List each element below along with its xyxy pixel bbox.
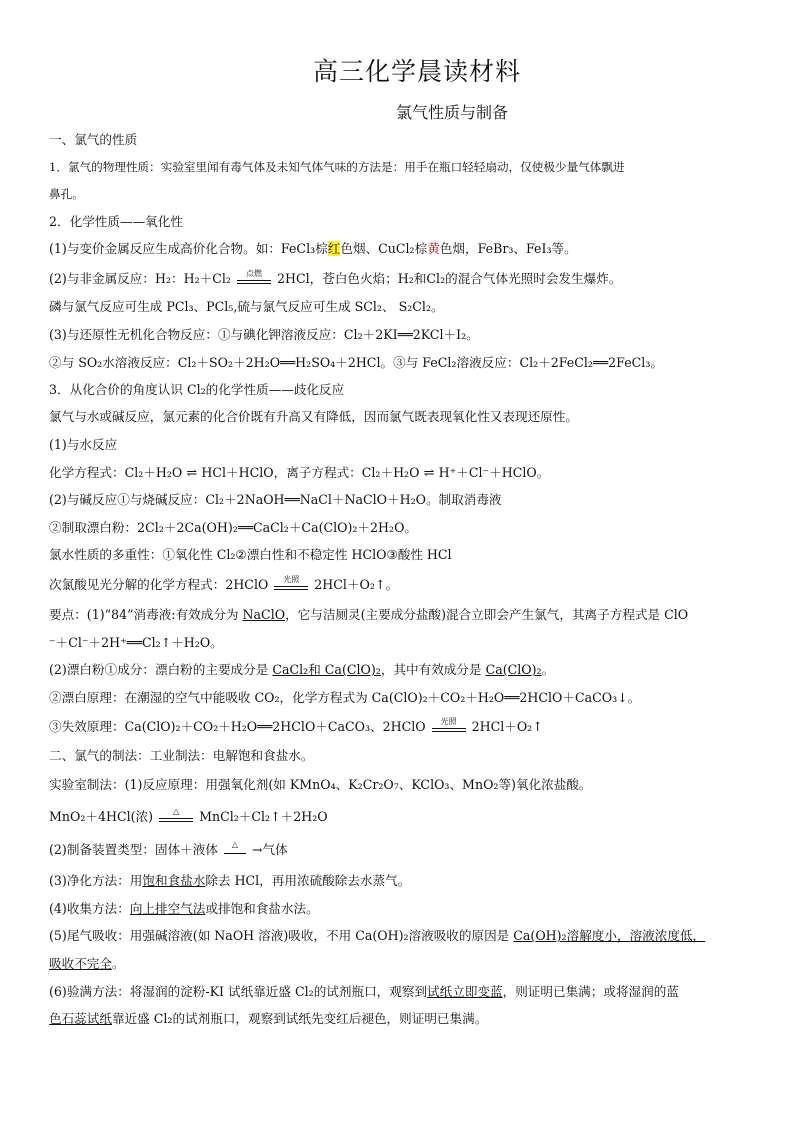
text-span: 或排饱和食盐水法。 bbox=[205, 901, 319, 916]
text-line bbox=[49, 927, 749, 945]
underlined-answer: Ca(ClO)₂ bbox=[485, 662, 542, 677]
text-line bbox=[49, 983, 749, 1001]
text-line bbox=[49, 900, 749, 918]
section-heading-properties: 一、氯气的性质 bbox=[49, 132, 138, 147]
text-line bbox=[49, 576, 749, 594]
reaction-condition-arrow bbox=[159, 806, 193, 825]
text-span: (1)与变价金属反应生成高价化合物。如：FeCl₃棕 bbox=[49, 241, 328, 256]
underlined-answer: 吸收不完全 bbox=[49, 956, 112, 971]
text-span: ，则证明已集满；或将湿润的蓝 bbox=[502, 984, 679, 999]
condition-label: △ bbox=[172, 806, 180, 816]
condition-label: △ bbox=[231, 839, 239, 849]
text-span: ③失效原理：Ca(ClO)₂＋CO₂＋H₂O══2HClO＋CaCO₃、2HClO bbox=[49, 719, 426, 734]
text-line: ⁻＋Cl⁻＋2H⁺══Cl₂↑＋H₂O。 bbox=[49, 635, 223, 650]
condition-label: 点燃 bbox=[245, 268, 262, 278]
text-span: 2HCl，苍白色火焰；H₂和Cl₂的混合气体光照时会发生爆炸。 bbox=[276, 271, 622, 286]
text-line bbox=[49, 464, 749, 483]
text-line: 1．氯气的物理性质：实验室里闻有毒气体及未知气体气味的方法是：用手在瓶口轻轻扇动，仅使极少量气体飘进 bbox=[49, 160, 625, 174]
section-heading-preparation: 二、氯气的制法：工业制法：电解饱和食盐水。 bbox=[49, 748, 314, 763]
text-line: 鼻孔。 bbox=[49, 187, 84, 201]
text-line: (1)与水反应 bbox=[49, 437, 118, 452]
text-line: ②与 SO₂水溶液反应：Cl₂＋SO₂＋2H₂O══H₂SO₄＋2HCl。③与 FeCl₂溶液反应：Cl₂＋2FeCl₂══2FeCl₃。 bbox=[49, 355, 663, 370]
text-span: 。 bbox=[111, 956, 125, 971]
heating-condition-arrow bbox=[224, 839, 246, 858]
text-line bbox=[49, 270, 749, 288]
underlined-answer: Ca(OH)₂溶解度小，溶液浓度低， bbox=[513, 928, 706, 943]
text-line: 实验室制法：(1)反应原理：用强氧化剂(如 KMnO₄、K₂Cr₂O₇、KClO₃、MnO₂等)氧化浓盐酸。 bbox=[49, 777, 592, 792]
text-span: (2)制备装置类型：固体＋液体 bbox=[49, 842, 218, 857]
text-span: MnCl₂＋Cl₂↑＋2H₂O bbox=[199, 809, 328, 824]
reversible-arrow-icon: ⇌ bbox=[182, 466, 202, 481]
text-line bbox=[49, 1010, 749, 1028]
red-text: 黄 bbox=[427, 241, 440, 256]
text-line: (3)与还原性无机化合物反应：①与碘化钾溶液反应：Cl₂＋2KI══2KCl＋I₂。 bbox=[49, 327, 479, 342]
text-line bbox=[49, 661, 749, 679]
text-span: 靠近盛 Cl₂的试剂瓶口，观察到试纸先变红后褪色，则证明已集满。 bbox=[111, 1011, 488, 1026]
text-span: (2)与非金属反应：H₂：H₂＋Cl₂ bbox=[49, 271, 231, 286]
text-span: (4)收集方法： bbox=[49, 901, 130, 916]
text-span: 色烟，FeBr₃、FeI₃等。 bbox=[439, 241, 577, 256]
text-span: H⁺＋Cl⁻＋HClO。 bbox=[438, 465, 550, 480]
underlined-answer: 向上排空气法 bbox=[129, 901, 206, 916]
underlined-answer: 饱和食盐水 bbox=[142, 873, 206, 888]
reaction-condition-arrow bbox=[274, 574, 308, 593]
text-line bbox=[49, 606, 749, 624]
text-line: 2．化学性质——氧化性 bbox=[49, 214, 183, 229]
text-span: 。 bbox=[541, 662, 555, 677]
underlined-answer: 色石蕊试纸 bbox=[49, 1011, 112, 1026]
highlighted-text: 红 bbox=[327, 241, 341, 256]
underlined-answer: NaClO bbox=[242, 607, 286, 622]
text-span: (6)验满方法：将湿润的淀粉-KI 试纸靠近盛 Cl₂的试剂瓶口，观察到 bbox=[49, 984, 428, 999]
text-line: 3．从化合价的角度认识 Cl₂的化学性质——歧化反应 bbox=[49, 382, 345, 397]
text-span: 除去 HCl，再用浓硫酸除去水蒸气。 bbox=[205, 873, 411, 888]
page-subtitle: 氯气性质与制备 bbox=[395, 103, 508, 122]
text-line: (2)与碱反应①与烧碱反应：Cl₂＋2NaOH══NaCl＋NaClO＋H₂O。制取消毒液 bbox=[49, 492, 502, 507]
text-line: ②制取漂白粉：2Cl₂＋2Ca(OH)₂══CaCl₂＋Ca(ClO)₂＋2H₂O。 bbox=[49, 520, 417, 535]
reaction-condition-arrow bbox=[432, 716, 466, 735]
page-title: 高三化学晨读材料 bbox=[312, 57, 521, 86]
text-line bbox=[49, 240, 749, 258]
underlined-answer: 试纸立即变蓝 bbox=[427, 984, 503, 999]
text-span: (2)漂白粉①成分：漂白粉的主要成分是 bbox=[49, 662, 273, 677]
text-span: 要点：(1)“84”消毒液:有效成分为 bbox=[49, 607, 243, 622]
text-span: ，其中有效成分是 bbox=[380, 662, 486, 677]
text-line bbox=[49, 808, 749, 826]
text-span: MnO₂＋4HCl(浓) bbox=[49, 809, 154, 824]
text-span: 色烟、CuCl₂棕 bbox=[340, 241, 428, 256]
text-span: →气体 bbox=[251, 842, 288, 857]
underlined-answer: CaCl₂和 Ca(ClO)₂ bbox=[272, 662, 381, 677]
text-line: 磷与氯气反应可生成 PCl₃、PCl₅,硫与氯气反应可生成 SCl₂、 S₂Cl₂。 bbox=[49, 299, 444, 314]
text-span: ，它与洁厕灵(主要成分盐酸)混合立即会产生氯气，其离子方程式是 ClO bbox=[285, 607, 689, 622]
text-line bbox=[49, 955, 749, 973]
text-line bbox=[49, 718, 749, 736]
text-line bbox=[49, 841, 749, 859]
text-span: 2HCl＋O₂↑。 bbox=[314, 577, 399, 592]
text-span: 化学方程式：Cl₂＋H₂O bbox=[49, 465, 183, 480]
text-line: 氯气与水或碱反应，氯元素的化合价既有升高又有降低，因而氯气既表现氧化性又表现还原性。 bbox=[49, 409, 578, 424]
text-span: 次氯酸见光分解的化学方程式：2HClO bbox=[49, 577, 269, 592]
text-span: (5)尾气吸收：用强碱溶液(如 NaOH 溶液)吸收，不用 Ca(OH)₂溶液吸收的原因是 bbox=[49, 928, 514, 943]
text-span: (3)净化方法：用 bbox=[49, 873, 143, 888]
text-span: HCl＋HClO，离子方程式：Cl₂＋H₂O bbox=[201, 465, 420, 480]
text-line bbox=[49, 872, 749, 890]
condition-label: 光照 bbox=[440, 716, 457, 726]
text-line: 氯水性质的多重性：①氧化性 Cl₂②漂白性和不稳定性 HClO③酸性 HCl bbox=[49, 547, 452, 562]
text-line: ②漂白原理：在潮湿的空气中能吸收 CO₂，化学方程式为 Ca(ClO)₂＋CO₂＋H₂O══2HClO＋CaCO₃↓。 bbox=[49, 690, 641, 705]
condition-label: 光照 bbox=[283, 574, 300, 584]
reversible-arrow-icon: ⇌ bbox=[419, 466, 439, 481]
reaction-condition-arrow bbox=[237, 268, 271, 287]
text-span: 2HCl＋O₂↑ bbox=[471, 719, 543, 734]
